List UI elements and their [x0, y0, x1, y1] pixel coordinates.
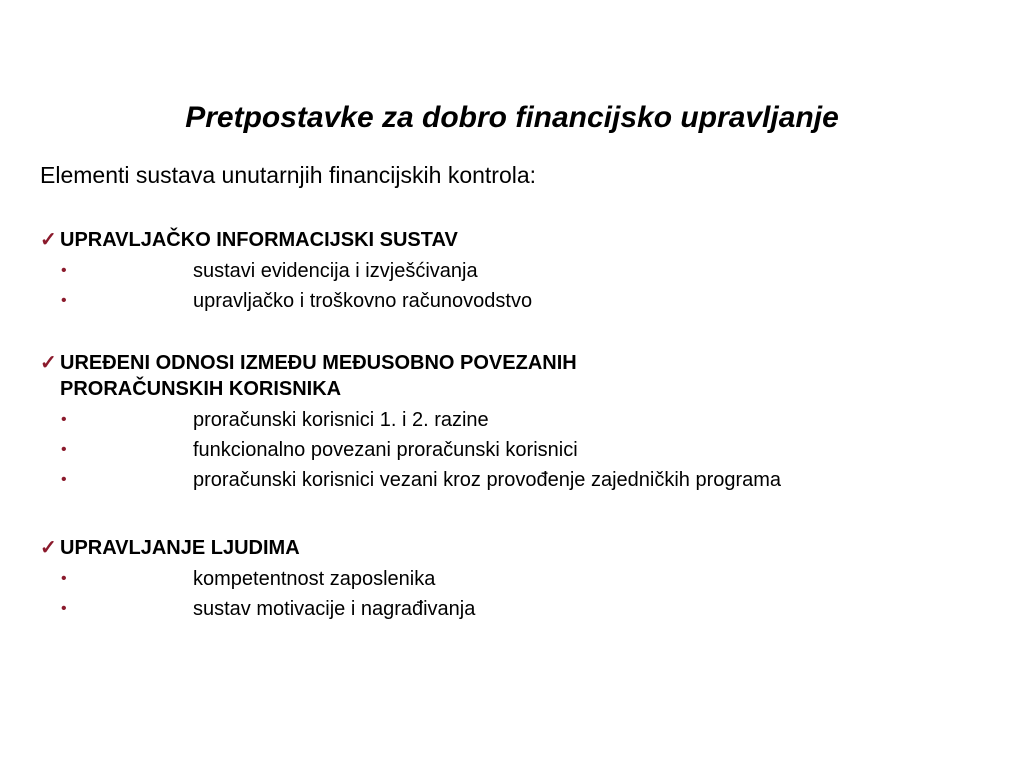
- bullet-list: [40, 564, 1000, 624]
- section-heading: [40, 535, 1000, 561]
- bullet-list: [40, 256, 1000, 316]
- bullet-icon: •: [61, 600, 67, 617]
- list-item-text: sustav motivacije i nagrađivanja: [193, 598, 476, 620]
- section-heading: [40, 350, 1000, 402]
- section-heading-text: UPRAVLJANJE LJUDIMA: [60, 537, 300, 559]
- list-item-text: funkcionalno povezani proračunski korisnici: [193, 439, 578, 461]
- section-people-management: [40, 535, 1000, 624]
- section-heading: [40, 227, 1000, 253]
- list-item: [40, 465, 1000, 495]
- list-item-text: proračunski korisnici 1. i 2. razine: [193, 409, 489, 431]
- bullet-list: [40, 405, 1000, 495]
- list-item-text: sustavi evidencija i izvješćivanja: [193, 260, 478, 282]
- bullet-icon: •: [61, 411, 67, 428]
- bullet-icon: •: [61, 292, 67, 309]
- checkmark-icon: ✓: [40, 352, 57, 374]
- section-heading-line: PRORAČUNSKIH KORISNIKA: [60, 378, 342, 400]
- section-information-system: [40, 227, 1000, 316]
- checkmark-icon: ✓: [40, 229, 57, 251]
- section-heading-line: UREĐENI ODNOSI IZMEĐU MEĐUSOBNO POVEZANIH: [60, 352, 577, 374]
- section-budget-users-relations: [40, 350, 1000, 495]
- list-item-text: proračunski korisnici vezani kroz provođenje zajedničkih programa: [193, 469, 782, 491]
- list-item: [40, 435, 1000, 465]
- slide-title: Pretpostavke za dobro financijsko upravljanje: [185, 101, 839, 134]
- list-item: [40, 405, 1000, 435]
- list-item-text: kompetentnost zaposlenika: [193, 568, 436, 590]
- list-item: [40, 594, 1000, 624]
- slide-subtitle: Elementi sustava unutarnjih financijskih kontrola:: [40, 162, 537, 188]
- list-item: [40, 286, 1000, 316]
- bullet-icon: •: [61, 262, 67, 279]
- bullet-icon: •: [61, 441, 67, 458]
- section-heading-text: [60, 350, 577, 402]
- list-item: [40, 564, 1000, 594]
- checkmark-icon: ✓: [40, 537, 57, 559]
- section-heading-text: UPRAVLJAČKO INFORMACIJSKI SUSTAV: [60, 229, 458, 251]
- list-item-text: upravljačko i troškovno računovodstvo: [193, 290, 533, 312]
- list-item: [40, 256, 1000, 286]
- bullet-icon: •: [61, 471, 67, 488]
- bullet-icon: •: [61, 570, 67, 587]
